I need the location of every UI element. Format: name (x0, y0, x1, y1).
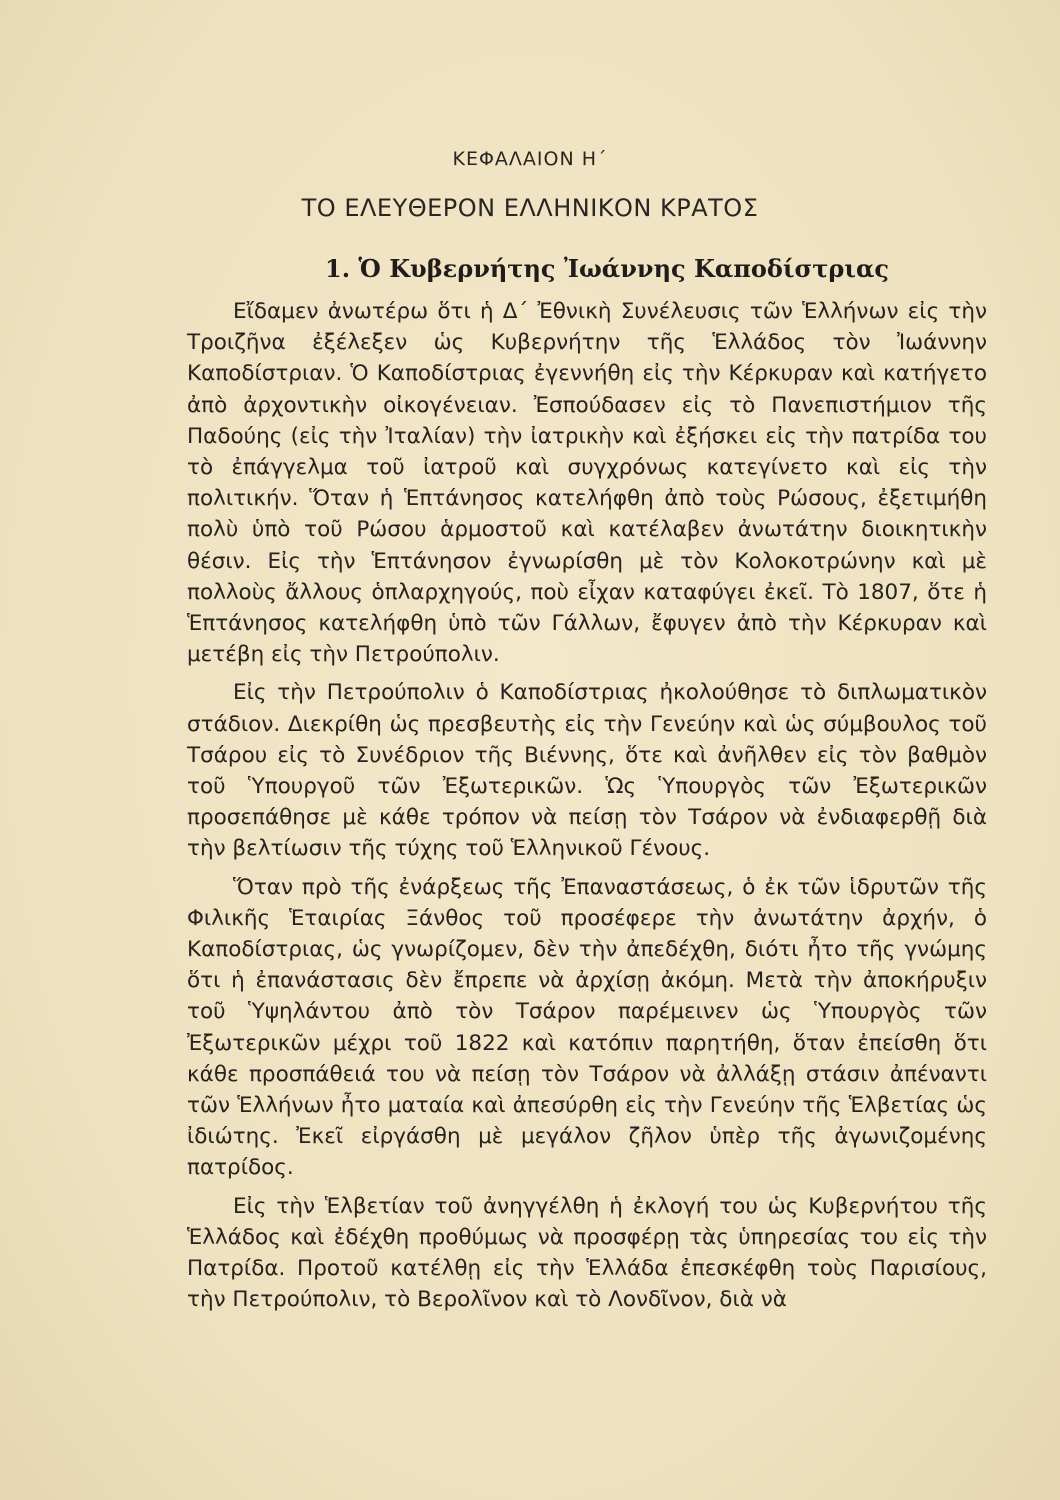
section-title: 1. Ὁ Κυβερνήτης Ἰωάννης Καποδίστριας (325, 254, 890, 283)
paragraph-1: Εἴδαμεν ἀνωτέρω ὅτι ἡ Δ΄ Ἐθνικὴ Συνέλευσις τῶν Ἑλλήνων εἰς τὴν Τροιζῆνα ἐξέλεξεν ὡς Κυβερνήτην τῆς Ἑλλάδος τὸν Ἰωάννην Καποδίστριαν. Ὁ Καποδίστριας ἐγεννήθη εἰς τὴν Κέρκυραν καὶ κατήγετο ἀπὸ ἀρχοντικὴν οἰκογένειαν. Ἐσπούδασεν εἰς τὸ Πανεπιστήμιον τῆς Παδούης (εἰς τὴν Ἰταλίαν) τὴν ἰατρικὴν καὶ ἐξήσκει εἰς τὴν πατρίδα του τὸ ἐπάγγελμα τοῦ ἰατροῦ καὶ συγχρόνως κατεγίνετο καὶ εἰς τὴν πολιτικήν. Ὅταν ἡ Ἑπτάνησος κατελήφθη ἀπὸ τοὺς Ρώσους, ἐξετιμήθη πολὺ ὑπὸ τοῦ Ρώσου ἁρμοστοῦ καὶ κατέλαβεν ἀνωτάτην διοικητικὴν θέσιν. Εἰς τὴν Ἑπτάνησον ἐγνωρίσθη μὲ τὸν Κολοκοτρώνην καὶ μὲ πολλοὺς ἄλλους ὁπλαρχηγούς, ποὺ εἶχαν καταφύγει ἐκεῖ. Τὸ 1807, ὅτε ἡ Ἑπτάνησος κατελήφθη ὑπὸ τῶν Γάλλων, ἔφυγεν ἀπὸ τὴν Κέρκυραν καὶ μετέβη εἰς τὴν Πετρούπολιν. (187, 299, 987, 668)
paragraph-3: Ὅταν πρὸ τῆς ἐνάρξεως τῆς Ἐπαναστάσεως, ὁ ἐκ τῶν ἱδρυτῶν τῆς Φιλικῆς Ἑταιρίας Ξάνθος τοῦ προσέφερε τὴν ἀνωτάτην ἀρχήν, ὁ Καποδίστριας, ὡς γνωρίζομεν, δὲν τὴν ἀπεδέχθη, διότι ἦτο τῆς γνώμης ὅτι ἡ ἐπανάστασις δὲν ἔπρεπε νὰ ἀρχίσῃ ἀκόμη. Μετὰ τὴν ἀποκήρυξιν τοῦ Ὑψηλάντου ἀπὸ τὸν Τσάρον παρέμεινεν ὡς Ὑπουργὸς τῶν Ἐξωτερικῶν μέχρι τοῦ 1822 καὶ κατόπιν παρητήθη, ὅταν ἐπείσθη ὅτι κάθε προσπάθειά του νὰ πείσῃ τὸν Τσάρον νὰ ἀλλάξῃ στάσιν ἀπέναντι τῶν Ἑλλήνων ἦτο ματαία καὶ ἀπεσύρθη εἰς τὴν Γενεύην τῆς Ἑλβετίας ὡς ἰδιώτης. Ἐκεῖ εἰργάσθη μὲ μεγάλον ζῆλον ὑπὲρ τῆς ἀγωνιζομένης πατρίδος. (187, 874, 987, 1181)
part-title: ΤΟ ΕΛΕΥΘΕΡΟΝ ΕΛΛΗΝΙΚΟΝ ΚΡΑΤΟΣ (301, 194, 759, 222)
body-text (187, 296, 987, 1323)
paragraph-2: Εἰς τὴν Πετρούπολιν ὁ Καποδίστριας ἠκολούθησε τὸ διπλωματικὸν στάδιον. Διεκρίθη ὡς πρεσβευτὴς εἰς τὴν Γενεύην καὶ ὡς σύμβουλος τοῦ Τσάρου εἰς τὸ Συνέδριον τῆς Βιέννης, ὅτε καὶ ἀνῆλθεν εἰς τὸν βαθμὸν τοῦ Ὑπουργοῦ τῶν Ἐξωτερικῶν. Ὡς Ὑπουργὸς τῶν Ἐξωτερικῶν προσεπάθησε μὲ κάθε τρόπον νὰ πείσῃ τὸν Τσάρον νὰ ἐνδιαφερθῇ διὰ τὴν βελτίωσιν τῆς τύχης τοῦ Ἑλληνικοῦ Γένους. (187, 680, 987, 862)
paragraph-4: Εἰς τὴν Ἑλβετίαν τοῦ ἀνηγγέλθη ἡ ἐκλογή του ὡς Κυβερνήτου τῆς Ἑλλάδος καὶ ἐδέχθη προθύμως νὰ προσφέρῃ τὰς ὑπηρεσίας του εἰς τὴν Πατρίδα. Προτοῦ κατέλθῃ εἰς τὴν Ἑλλάδα ἐπεσκέφθη τοὺς Παρισίους, τὴν Πετρούπολιν, τὸ Βερολῖνον καὶ τὸ Λονδῖνον, διὰ νὰ (187, 1193, 987, 1313)
chapter-heading: ΚΕΦΑΛΑΙΟΝ Η΄ (452, 148, 608, 170)
